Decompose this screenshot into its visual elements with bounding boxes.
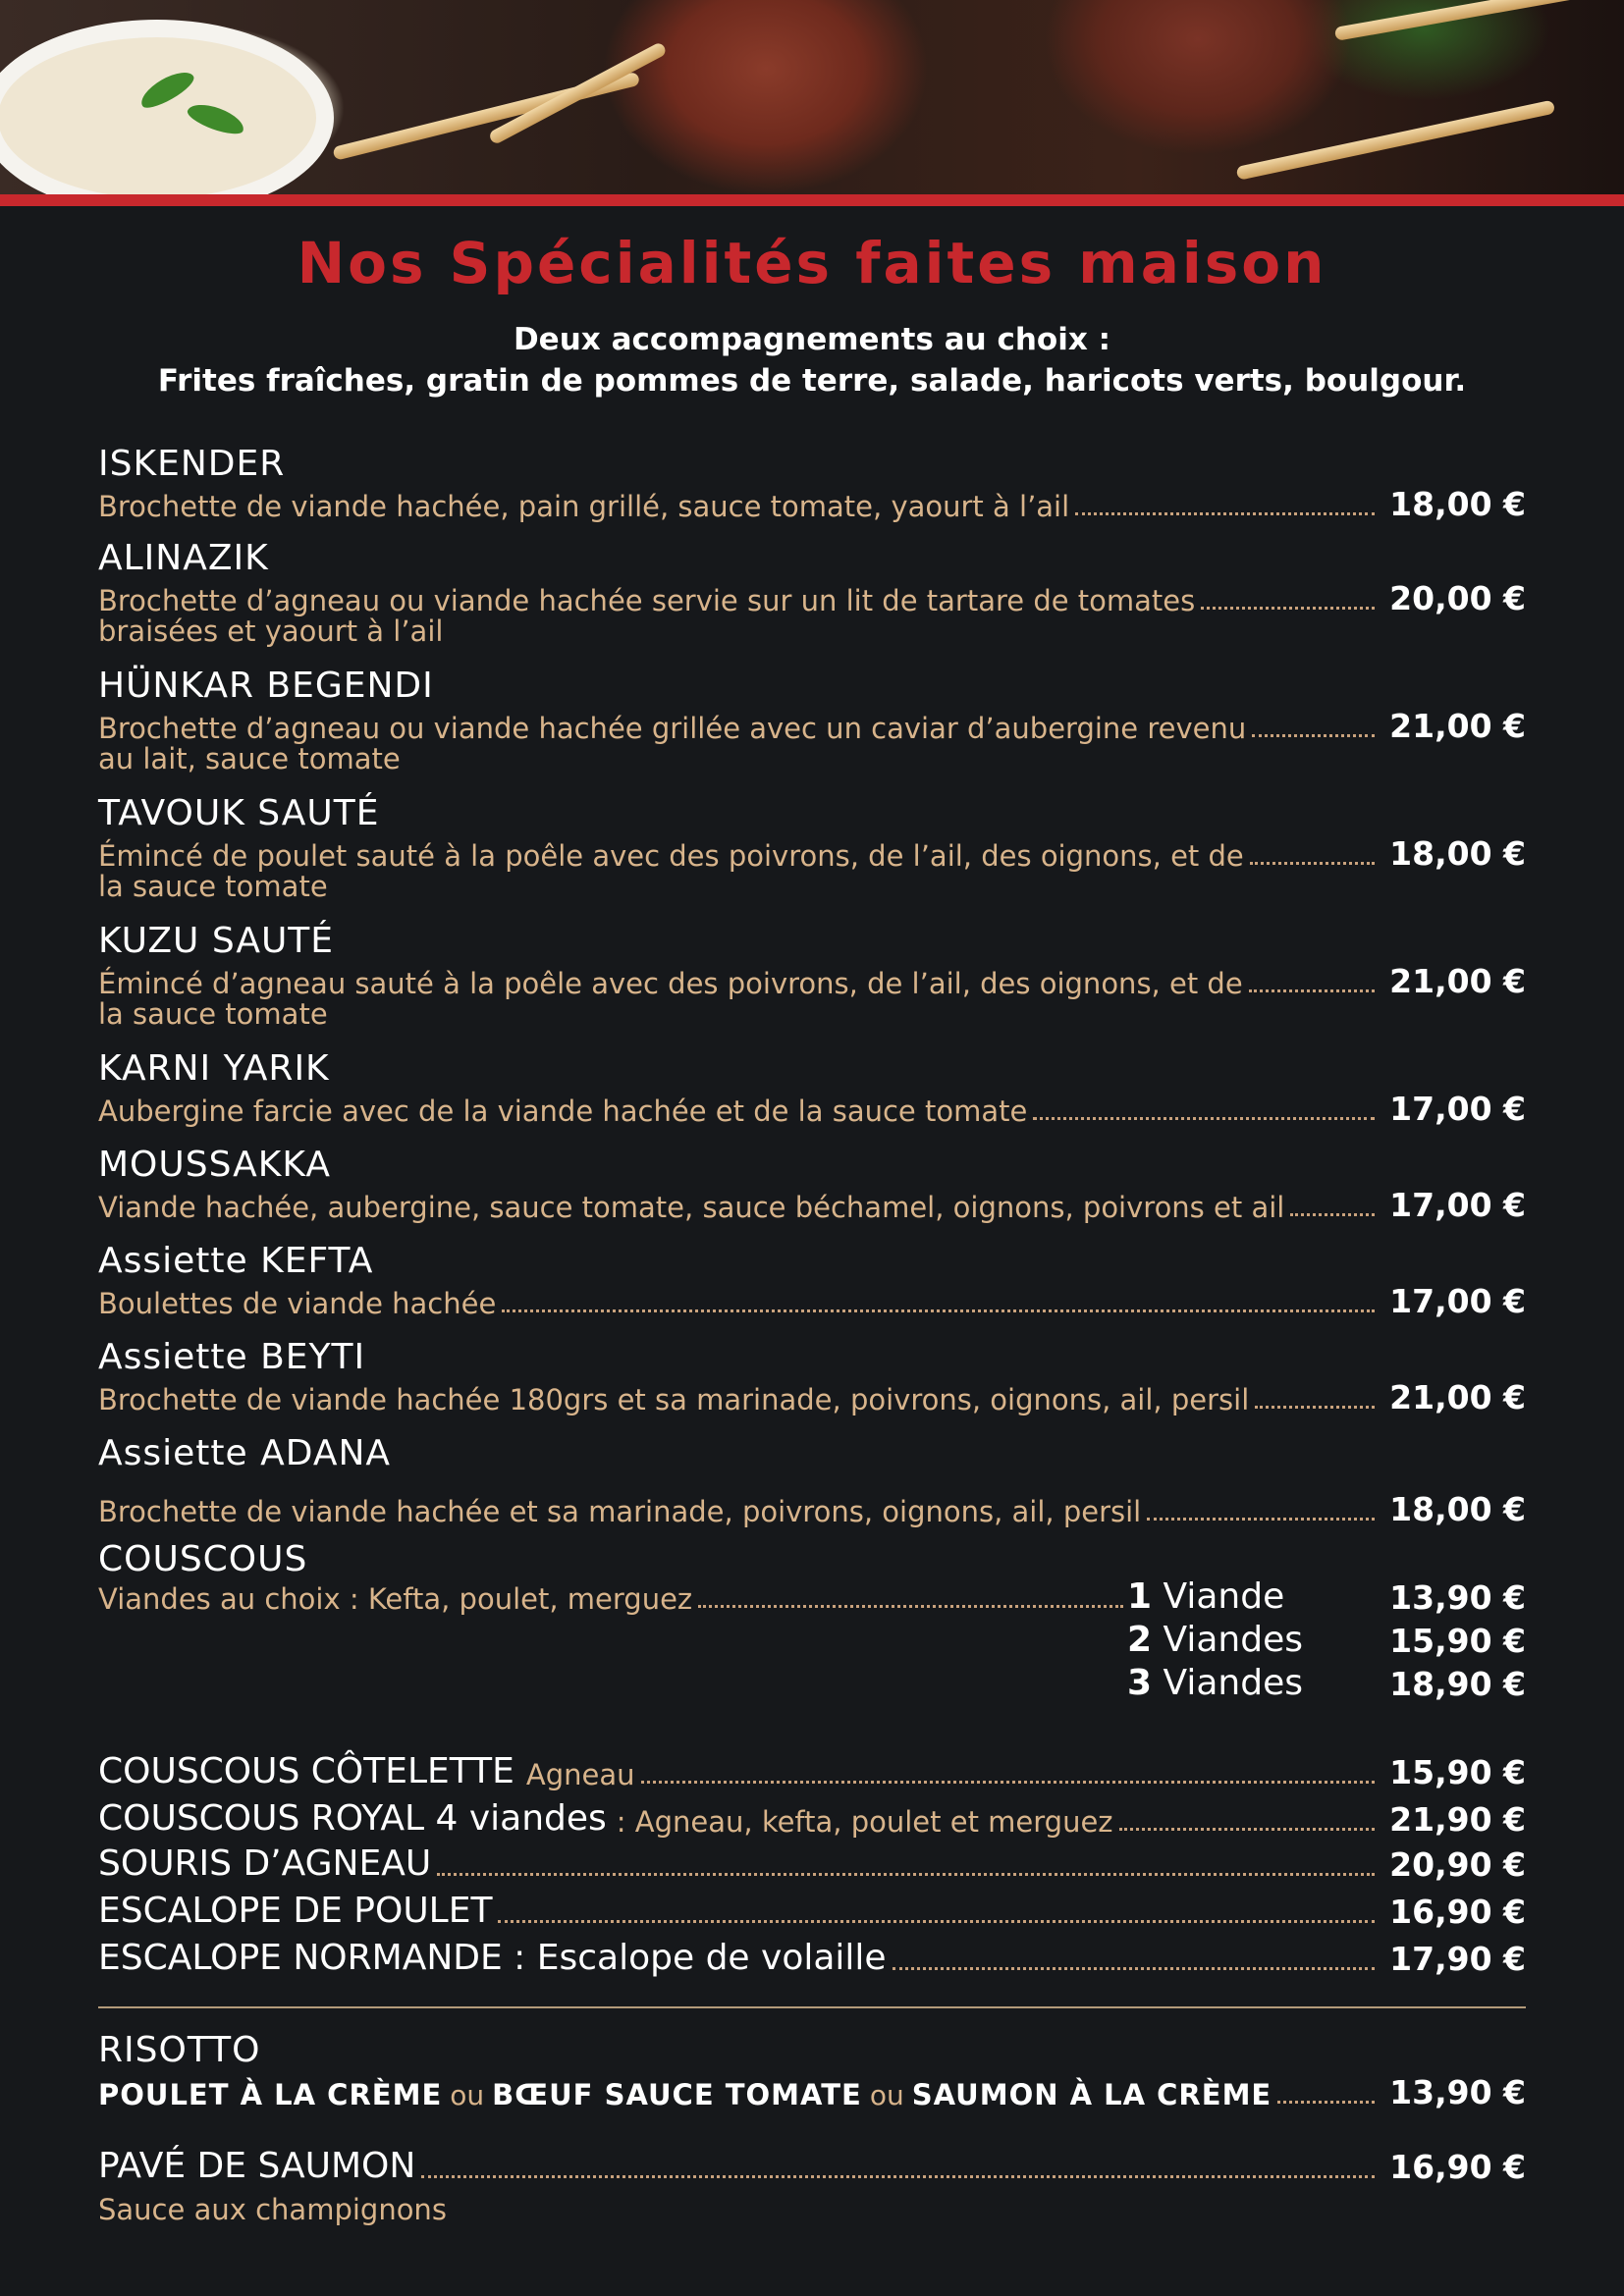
- couscous-option: [1127, 1663, 1303, 1703]
- item-desc: Sauce aux champignons: [98, 2193, 447, 2226]
- item-price: 16,90 €: [1389, 2148, 1526, 2186]
- separator-ou: ou: [869, 2079, 904, 2111]
- option-count: 3: [1127, 1663, 1153, 1703]
- hero-photo: [0, 0, 1624, 194]
- item-row: [98, 579, 1526, 617]
- item-price: 15,90 €: [1389, 1753, 1526, 1791]
- option-price: 13,90 €: [1389, 1578, 1526, 1617]
- item-row: [98, 834, 1526, 873]
- option-count: 1: [1127, 1576, 1153, 1617]
- item-row: [98, 1891, 1526, 1931]
- item-name: COUSCOUS CÔTELETTE: [98, 1751, 514, 1791]
- option-count: 2: [1127, 1620, 1153, 1660]
- couscous-option: [1127, 1576, 1284, 1617]
- item-row: [98, 485, 1526, 523]
- couscous-option: [1127, 1620, 1303, 1660]
- item-row: [98, 1282, 1526, 1320]
- item-price: 13,90 €: [1389, 2073, 1526, 2111]
- item-price: 20,00 €: [1389, 579, 1526, 617]
- leader-dots: [1033, 1116, 1375, 1120]
- item-row: [98, 707, 1526, 745]
- item-desc-continued: au lait, sauce tomate: [98, 742, 401, 775]
- item-row: [98, 1843, 1526, 1884]
- item-desc: Viande hachée, aubergine, sauce tomate, sauce béchamel, oignons, poivrons et ail: [98, 1191, 1285, 1224]
- leader-dots: [1252, 733, 1375, 737]
- item-name: MOUSSAKKA: [98, 1145, 331, 1185]
- option-label: Viande: [1163, 1576, 1285, 1617]
- section-divider: [98, 2006, 1526, 2008]
- page-title: Nos Spécialités faites maison: [297, 230, 1327, 296]
- item-row: [98, 1090, 1526, 1128]
- item-name: RISOTTO: [98, 2030, 261, 2070]
- header-red-bar: [0, 194, 1624, 206]
- item-row: [98, 1186, 1526, 1224]
- option-price: 18,90 €: [1389, 1665, 1526, 1703]
- option-label: Viandes: [1163, 1620, 1303, 1660]
- leader-dots: [1147, 1517, 1375, 1521]
- leader-dots: [1119, 1827, 1375, 1831]
- item-price: 18,00 €: [1389, 834, 1526, 873]
- item-name: ESCALOPE NORMANDE : Escalope de volaille: [98, 1938, 887, 1978]
- item-name: ESCALOPE DE POULET: [98, 1891, 493, 1931]
- item-name: ISKENDER: [98, 444, 286, 484]
- item-desc: Émincé de poulet sauté à la poêle avec des poivrons, de l’ail, des oignons, et de: [98, 839, 1244, 873]
- sauce-bowl-shape: [0, 20, 334, 194]
- item-row: [98, 1938, 1526, 1978]
- item-row: [98, 2073, 1526, 2111]
- item-row: [98, 1490, 1526, 1528]
- item-desc-continued: braisées et yaourt à l’ail: [98, 614, 444, 648]
- item-price: 16,90 €: [1389, 1893, 1526, 1931]
- item-price: 21,90 €: [1389, 1800, 1526, 1839]
- item-desc: Boulettes de viande hachée: [98, 1287, 497, 1320]
- item-desc: Brochette d’agneau ou viande hachée servie sur un lit de tartare de tomates: [98, 584, 1196, 617]
- item-name: TAVOUK SAUTÉ: [98, 793, 380, 833]
- item-name: ALINAZIK: [98, 538, 269, 578]
- item-desc: Brochette de viande hachée, pain grillé, sauce tomate, yaourt à l’ail: [98, 490, 1070, 523]
- item-name: PAVÉ DE SAUMON: [98, 2146, 416, 2186]
- item-row: [98, 1378, 1526, 1416]
- item-name: HÜNKAR BEGENDI: [98, 666, 434, 706]
- leader-dots: [1249, 988, 1375, 992]
- item-price: 17,90 €: [1389, 1940, 1526, 1978]
- item-price: 17,00 €: [1389, 1186, 1526, 1224]
- item-name: Assiette ADANA: [98, 1433, 392, 1473]
- item-desc: : Agneau, kefta, poulet et merguez: [616, 1805, 1113, 1839]
- risotto-option-3: SAUMON À LA CRÈME: [911, 2078, 1272, 2111]
- item-name: Assiette KEFTA: [98, 1241, 374, 1281]
- skewer-shape: [488, 41, 668, 145]
- separator-ou: ou: [450, 2079, 485, 2111]
- option-price: 15,90 €: [1389, 1622, 1526, 1660]
- item-name: KUZU SAUTÉ: [98, 921, 335, 961]
- item-name: Assiette BEYTI: [98, 1337, 366, 1377]
- item-desc: Viandes au choix : Kefta, poulet, merguez: [98, 1582, 693, 1616]
- item-row: [98, 1798, 1526, 1839]
- item-price: 18,00 €: [1389, 485, 1526, 523]
- risotto-option-1: POULET À LA CRÈME: [98, 2078, 443, 2111]
- item-desc-continued: la sauce tomate: [98, 870, 328, 903]
- item-row: [98, 1751, 1526, 1791]
- skewer-shape: [1334, 0, 1624, 41]
- leader-dots: [1277, 2100, 1375, 2104]
- item-row: [98, 962, 1526, 1000]
- item-desc: Aubergine farcie avec de la viande hachée et de la sauce tomate: [98, 1095, 1028, 1128]
- item-name: KARNI YARIK: [98, 1048, 330, 1089]
- item-name: COUSCOUS: [98, 1539, 308, 1579]
- leader-dots: [1201, 606, 1375, 610]
- item-price: 17,00 €: [1389, 1090, 1526, 1128]
- skewer-shape: [1236, 100, 1556, 181]
- item-price: 21,00 €: [1389, 707, 1526, 745]
- item-desc: Brochette d’agneau ou viande hachée grillée avec un caviar d’aubergine revenu: [98, 712, 1247, 745]
- leader-dots: [893, 1966, 1375, 1970]
- leader-dots: [1075, 511, 1375, 515]
- item-price: 21,00 €: [1389, 962, 1526, 1000]
- risotto-option-2: BŒUF SAUCE TOMATE: [492, 2078, 862, 2111]
- leader-dots: [502, 1308, 1375, 1312]
- leader-dots: [421, 2174, 1375, 2178]
- item-price: 18,00 €: [1389, 1490, 1526, 1528]
- leader-dots: [437, 1872, 1375, 1876]
- item-desc: Agneau: [525, 1758, 635, 1791]
- option-label: Viandes: [1163, 1663, 1303, 1703]
- item-price: 20,90 €: [1389, 1845, 1526, 1884]
- item-row: [98, 2146, 1526, 2186]
- leader-dots: [698, 1604, 1123, 1608]
- item-name: SOURIS D’AGNEAU: [98, 1843, 432, 1884]
- item-desc: Brochette de viande hachée 180grs et sa marinade, poivrons, oignons, ail, persil: [98, 1383, 1250, 1416]
- item-desc-continued: la sauce tomate: [98, 997, 328, 1031]
- leader-dots: [498, 1919, 1375, 1923]
- leader-dots: [1255, 1405, 1375, 1409]
- item-price: 21,00 €: [1389, 1378, 1526, 1416]
- subtitle-line-1: Deux accompagnements au choix :: [513, 322, 1111, 357]
- leader-dots: [1250, 861, 1375, 865]
- item-row: [98, 1582, 1129, 1616]
- subtitle-line-2: Frites fraîches, gratin de pommes de terre, salade, haricots verts, boulgour.: [157, 363, 1467, 399]
- item-name: COUSCOUS ROYAL 4 viandes: [98, 1798, 607, 1839]
- item-desc: Émincé d’agneau sauté à la poêle avec des poivrons, de l’ail, des oignons, et de: [98, 967, 1243, 1000]
- item-desc: Brochette de viande hachée et sa marinade, poivrons, oignons, ail, persil: [98, 1495, 1142, 1528]
- leader-dots: [641, 1780, 1375, 1784]
- item-price: 17,00 €: [1389, 1282, 1526, 1320]
- leader-dots: [1290, 1212, 1375, 1216]
